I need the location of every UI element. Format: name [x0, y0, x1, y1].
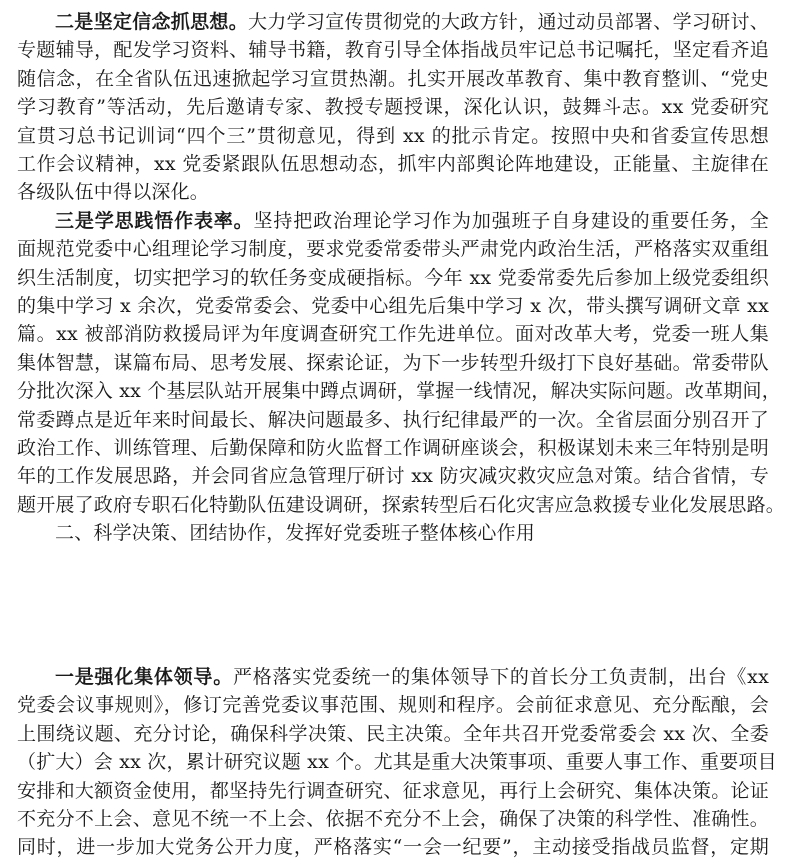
text-line [17, 491, 786, 519]
text-line [17, 93, 769, 121]
paragraph-lead-heading: 二是坚定信念抓思想。 [55, 11, 248, 33]
line-text: 同时，进一步加大党务公开力度，严格落实“一会一纪要”，主动接受指战员监督，定期 [17, 836, 769, 859]
line-text: 专题辅导，配发学习资料、辅导书籍，教育引导全体指战员牢记总书记嘱托，坚定看齐追 [17, 39, 769, 62]
text-line [17, 320, 769, 348]
text-line [17, 805, 769, 833]
line-text: 各级队伍中得以深化。 [17, 181, 210, 204]
text-line [17, 691, 769, 719]
line-text: 常委蹲点是近年来时间最长、解决问题最多、执行纪律最严的一次。全省层面分别召开了 [17, 408, 769, 431]
text-line [17, 178, 769, 206]
line-text: 二、科学决策、团结协作，发挥好党委班子整体核心作用 [55, 522, 536, 545]
text-line [17, 720, 769, 748]
line-text: 安排和大额资金使用，都坚持先行调查研究、征求意见，再行上会研究、集体决策。论证 [17, 779, 769, 802]
line-text: 党委会议事规则》，修订完善党委议事范围、规则和程序。会前征求意见、充分酝酿，会 [17, 694, 769, 717]
line-text: 分批次深入 xx 个基层队站开展集中蹲点调研，掌握一线情况，解决实际问题。改革期间， [17, 380, 781, 403]
text-line [17, 65, 769, 93]
text-line [55, 207, 769, 235]
line-text: 坚持把政治理论学习作为加强班子自身建设的重要任务，全 [253, 209, 769, 232]
text-line [17, 777, 769, 805]
line-text: 随信念，在全省队伍迅速掀起学习宣贯热潮。扎实开展改革教育、集中教育整训、“党史 [17, 67, 769, 90]
line-text: 上围绕议题、充分讨论，确保科学决策、民主决策。全年共召开党委常委会 xx 次、全委 [17, 722, 769, 745]
text-line [17, 406, 769, 434]
text-line [17, 833, 769, 861]
line-text: 宣贯习总书记训词“四个三”贯彻意见，得到 xx 的批示肯定。按照中央和省委宣传思想 [17, 124, 769, 147]
text-line [55, 519, 769, 547]
line-text: 政治工作、训练管理、后勤保障和防火监督工作调研座谈会，积极谋划未来三年特别是明 [17, 437, 769, 459]
line-text: 面规范党委中心组理论学习制度，要求党委常委带头严肃党内政治生活，严格落实双重组 [17, 238, 769, 261]
text-line [17, 122, 769, 150]
paragraph-lead-heading: 三是学思践悟作表率。 [55, 209, 254, 232]
text-line [17, 150, 769, 178]
text-line [17, 235, 769, 263]
line-text: 篇。xx 被部消防救援局评为年度调查研究工作先进单位。面对改革大考，党委一班人集 [17, 323, 769, 346]
paragraph-lead-heading: 一是强化集体领导。 [55, 666, 233, 688]
line-text: 学习教育”等活动，先后邀请专家、教授专题授课，深化认识，鼓舞斗志。xx 党委研究 [17, 96, 769, 119]
text-line [17, 748, 777, 776]
line-text: 的集中学习 x 余次，党委常委会、党委中心组先后集中学习 x 次，带头撰写调研文章 xx [17, 295, 769, 317]
line-text: 集体智慧，谋篇布局、思考发展、探索论证，为下一步转型升级打下良好基础。常委带队 [17, 351, 769, 374]
text-line [17, 434, 769, 462]
line-text: 年的工作发展思路，并会同省应急管理厅研讨 xx 防灾减灾救灾应急对策。结合省情，专 [17, 465, 769, 488]
text-line [17, 292, 769, 320]
text-line [55, 663, 769, 691]
text-line [17, 462, 769, 490]
line-text: （扩大）会 xx 次，累计研究议题 xx 个。尤其是重大决策事项、重要人事工作、重要项目 [17, 751, 777, 774]
line-text: 织生活制度，切实把学习的软任务变成硬指标。今年 xx 党委常委先后参加上级党委组织 [17, 266, 769, 289]
line-text: 工作会议精神，xx 党委紧跟队伍思想动态，抓牢内部舆论阵地建设，正能量、主旋律在 [17, 153, 769, 175]
text-line [17, 36, 769, 64]
text-line [17, 377, 781, 405]
text-line [17, 264, 769, 292]
line-text: 题开展了政府专职石化特勤队伍建设调研，探索转型后石化灾害应急救援专业化发展思路。 [17, 493, 786, 516]
line-text: 严格落实党委统一的集体领导下的首长分工负责制，出台《xx [232, 666, 769, 688]
line-text: 大力学习宣传贯彻党的大政方针，通过动员部署、学习研讨、 [248, 11, 769, 33]
text-line [17, 349, 769, 377]
line-text: 不充分不上会、意见不统一不上会、依据不充分不上会，确保了决策的科学性、准确性。 [17, 808, 769, 830]
text-line [55, 8, 769, 36]
